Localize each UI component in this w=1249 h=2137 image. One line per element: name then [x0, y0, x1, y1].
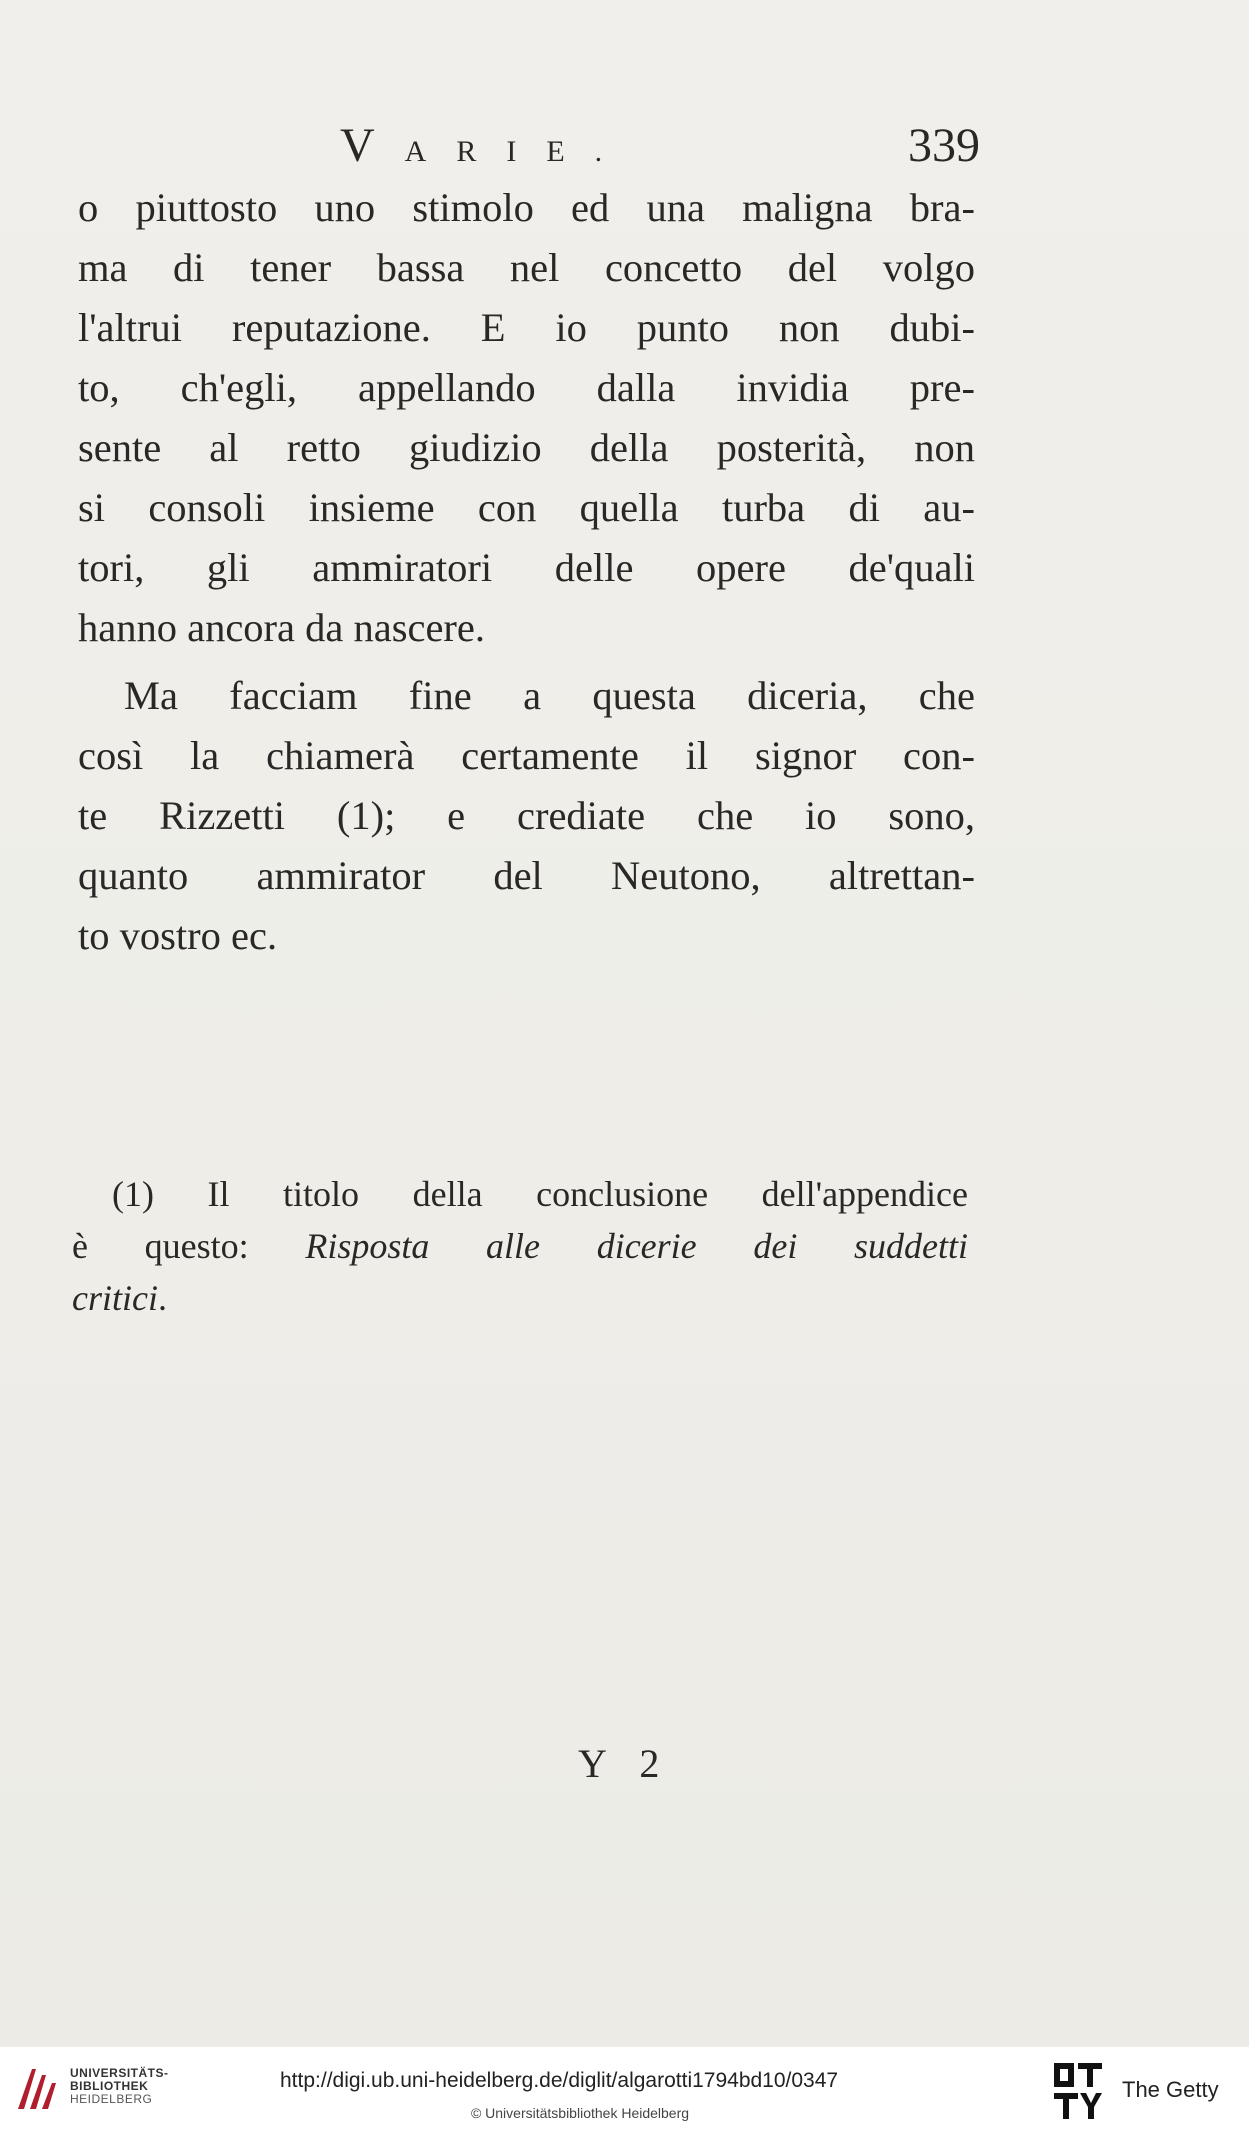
footnote — [72, 1168, 968, 1324]
sponsor-name: The Getty — [1122, 2077, 1219, 2102]
text-line: quanto ammirator del Neutono, altrettan- — [78, 853, 975, 898]
library-name — [70, 2067, 169, 2106]
running-head — [340, 118, 632, 173]
text-line: si consoli insieme con quella turba di au- — [78, 485, 975, 530]
page-number: 339 — [908, 119, 980, 172]
text-line: hanno ancora da nascere. — [78, 605, 486, 650]
text-line: così la chiamerà certamente il signor con- — [78, 733, 975, 778]
copyright-notice: © Universitätsbibliothek Heidelberg — [470, 2105, 690, 2121]
library-logo-icon — [12, 2063, 64, 2115]
getty-logo-icon — [1052, 2061, 1104, 2121]
footnote-italic-text: Risposta alle dicerie dei suddetti — [305, 1226, 968, 1266]
library-name-line: UNIVERSITÄTS- — [70, 2066, 169, 2080]
footnote-italic-text: critici — [72, 1278, 158, 1318]
text-line: ma di tener bassa nel concetto del volgo — [78, 245, 975, 290]
paragraph-gap — [78, 658, 975, 666]
text-line: sente al retto giudizio della posterità, non — [78, 425, 975, 470]
footnote-text: è questo: — [72, 1226, 306, 1266]
running-head-rest: ARIE. — [404, 135, 633, 168]
signature-mark: Y 2 — [578, 1741, 672, 1786]
text-line: o piuttosto uno stimolo ed una maligna bra- — [78, 185, 975, 230]
text-line: l'altrui reputazione. E io punto non dubi- — [78, 305, 975, 350]
footer-bar — [0, 2047, 1249, 2137]
footnote-line — [72, 1220, 968, 1272]
page-header — [340, 118, 980, 178]
text-line: to vostro ec. — [78, 913, 278, 958]
running-head-initial: V — [340, 119, 405, 172]
text-line: to, ch'egli, appellando dalla invidia pre- — [78, 365, 975, 410]
library-name-line: HEIDELBERG — [70, 2092, 153, 2106]
footnote-text: . — [157, 1278, 167, 1318]
permalink-url[interactable]: http://digi.ub.uni-heidelberg.de/diglit/algarotti1794bd10/0347 — [280, 2069, 839, 2092]
main-text — [78, 178, 975, 966]
text-line: te Rizzetti (1); e crediate che io sono, — [78, 793, 975, 838]
footnote-line: (1) Il titolo della conclusione dell'appendice — [112, 1174, 968, 1214]
text-line: tori, gli ammiratori delle opere de'quali — [78, 545, 975, 590]
library-name-line: BIBLIOTHEK — [70, 2079, 149, 2093]
text-line: Ma facciam fine a questa diceria, che — [124, 673, 975, 718]
footnote-line — [72, 1272, 968, 1324]
